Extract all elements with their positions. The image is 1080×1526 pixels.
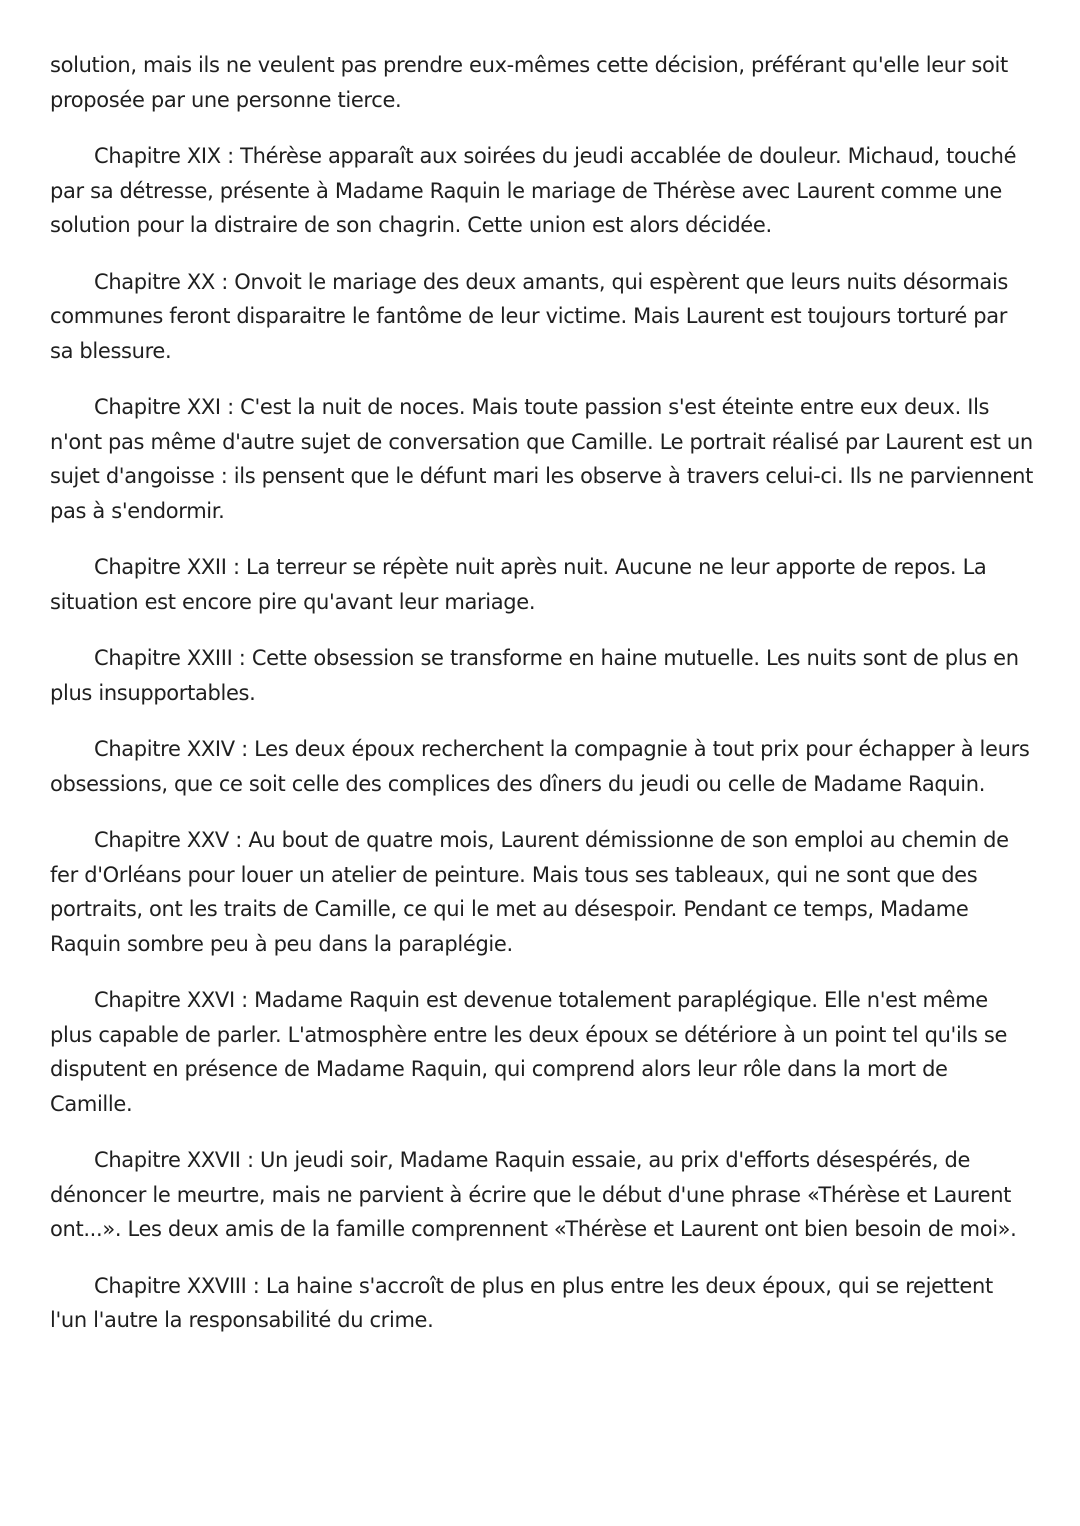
document-body (50, 48, 1035, 1360)
paragraph-chapitre-xxii: Chapitre XXII : La terreur se répète nuit après nuit. Aucune ne leur apporte de repos. La situation est encore pire qu'avant leur mariage. (50, 555, 987, 614)
paragraph-chapitre-xxiv: Chapitre XXIV : Les deux époux recherchent la compagnie à tout prix pour échapper à leurs obsessions, que ce soit celle des complices des dîners du jeudi ou celle de Madame Raquin. (50, 737, 1030, 796)
paragraph-continuation: solution, mais ils ne veulent pas prendre eux-mêmes cette décision, préférant qu'elle leur soit proposée par une personne tierce. (50, 53, 1008, 112)
paragraph-chapitre-xxvii: Chapitre XXVII : Un jeudi soir, Madame Raquin essaie, au prix d'efforts désespérés, de dénoncer le meurtre, mais ne parvient à écrire que le début d'une phrase «Thérèse et Laurent ont...». Les deux amis de la famille comprennent «Thérèse et Laurent ont bien besoin de moi». (50, 1148, 1017, 1241)
paragraph-chapitre-xxv: Chapitre XXV : Au bout de quatre mois, Laurent démissionne de son emploi au chemin de fer d'Orléans pour louer un atelier de peinture. Mais tous ses tableaux, qui ne sont que des portraits, ont les traits de Camille, ce qui le met au désespoir. Pendant ce temps, Madame Raquin sombre peu à peu dans la paraplégie. (50, 828, 1009, 956)
paragraph-chapitre-xix: Chapitre XIX : Thérèse apparaît aux soirées du jeudi accablée de douleur. Michaud, touché par sa détresse, présente à Madame Raquin le mariage de Thérèse avec Laurent comme une solution pour la distraire de son chagrin. Cette union est alors décidée. (50, 144, 1017, 237)
paragraph-chapitre-xxiii: Chapitre XXIII : Cette obsession se transforme en haine mutuelle. Les nuits sont de plus en plus insupportables. (50, 646, 1019, 705)
paragraph-chapitre-xxviii: Chapitre XXVIII : La haine s'accroît de plus en plus entre les deux époux, qui se rejettent l'un l'autre la responsabilité du crime. (50, 1273, 993, 1332)
paragraph-chapitre-xxi: Chapitre XXI : C'est la nuit de noces. Mais toute passion s'est éteinte entre eux deux. Ils n'ont pas même d'autre sujet de conversation que Camille. Le portrait réalisé par Laurent est un sujet d'angoisse : ils pensent que le défunt mari les observe à travers celui-ci. Ils ne parviennent pas à s'endormir. (50, 395, 1034, 523)
paragraph-chapitre-xxvi: Chapitre XXVI : Madame Raquin est devenue totalement paraplégique. Elle n'est même plus capable de parler. L'atmosphère entre les deux époux se détériore à un point tel qu'ils se disputent en présence de Madame Raquin, qui comprend alors leur rôle dans la mort de Camille. (50, 988, 1008, 1116)
paragraph-chapitre-xx: Chapitre XX : Onvoit le mariage des deux amants, qui espèrent que leurs nuits désormais communes feront disparaitre le fantôme de leur victime. Mais Laurent est toujours torturé par sa blessure. (50, 269, 1009, 363)
